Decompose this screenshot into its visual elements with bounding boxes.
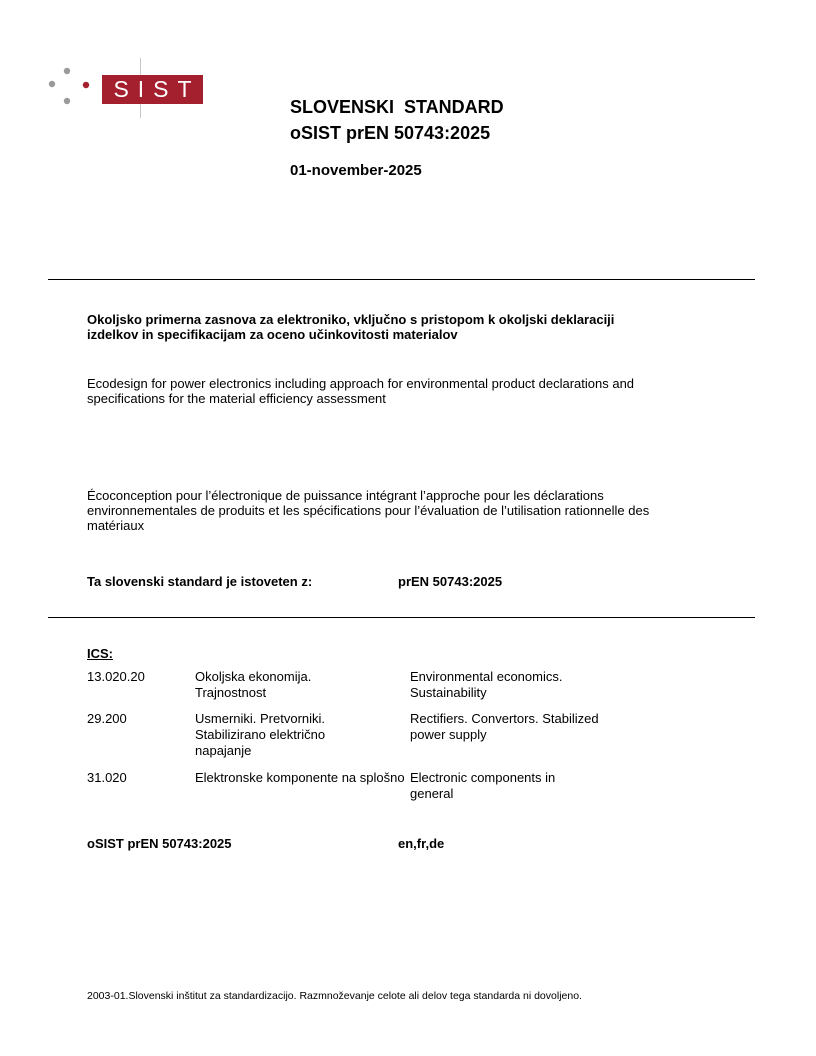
standard-code: oSIST prEN 50743:2025 bbox=[290, 123, 491, 143]
standard-type-title: SLOVENSKI STANDARD bbox=[290, 97, 504, 117]
ics-desc-sl: Usmerniki. Pretvorniki. Stabilizirano električno napajanje bbox=[195, 711, 326, 758]
ics-code: 29.200 bbox=[87, 711, 127, 726]
middle-divider bbox=[48, 617, 755, 618]
document-languages: en,fr,de bbox=[398, 836, 445, 851]
document-code: oSIST prEN 50743:2025 bbox=[87, 836, 232, 851]
sist-logo: SIST bbox=[102, 75, 203, 104]
ics-desc-en: Environmental economics. Sustainability bbox=[410, 669, 563, 700]
title-english: Ecodesign for power electronics including approach for environmental product declarations and specifications for the material efficiency assessment bbox=[87, 376, 635, 406]
ics-desc-sl: Elektronske komponente na splošno bbox=[195, 770, 405, 785]
copyright-notice: 2003-01.Slovenski inštitut za standardizacijo. Razmnoževanje celote ali delov tega standarda ni dovoljeno. bbox=[87, 990, 582, 1002]
ics-desc-en: Rectifiers. Convertors. Stabilized power supply bbox=[410, 711, 599, 742]
title-french: Écoconception pour l’électronique de puissance intégrant l’approche pour les déclarations environnementales de produits et les spécifications pour l’évaluation de l’utilisation rationnelle des matériaux bbox=[87, 488, 650, 533]
title-slovenian: Okoljsko primerna zasnova za elektroniko, vključno s pristopom k okoljski deklaraciji izdelkov in specifikacijam za oceno učinkovitosti materialov bbox=[87, 312, 615, 342]
ics-label: ICS: bbox=[87, 646, 113, 661]
top-divider bbox=[48, 279, 755, 280]
identical-value: prEN 50743:2025 bbox=[398, 574, 503, 589]
publication-date: 01-november-2025 bbox=[290, 162, 422, 179]
ics-desc-sl: Okoljska ekonomija. Trajnostnost bbox=[195, 669, 312, 700]
identical-label: Ta slovenski standard je istoveten z: bbox=[87, 574, 313, 589]
sist-logo-dots bbox=[46, 66, 96, 110]
ics-desc-en: Electronic components in general bbox=[410, 770, 556, 801]
ics-code: 31.020 bbox=[87, 770, 127, 785]
ics-code: 13.020.20 bbox=[87, 669, 145, 684]
